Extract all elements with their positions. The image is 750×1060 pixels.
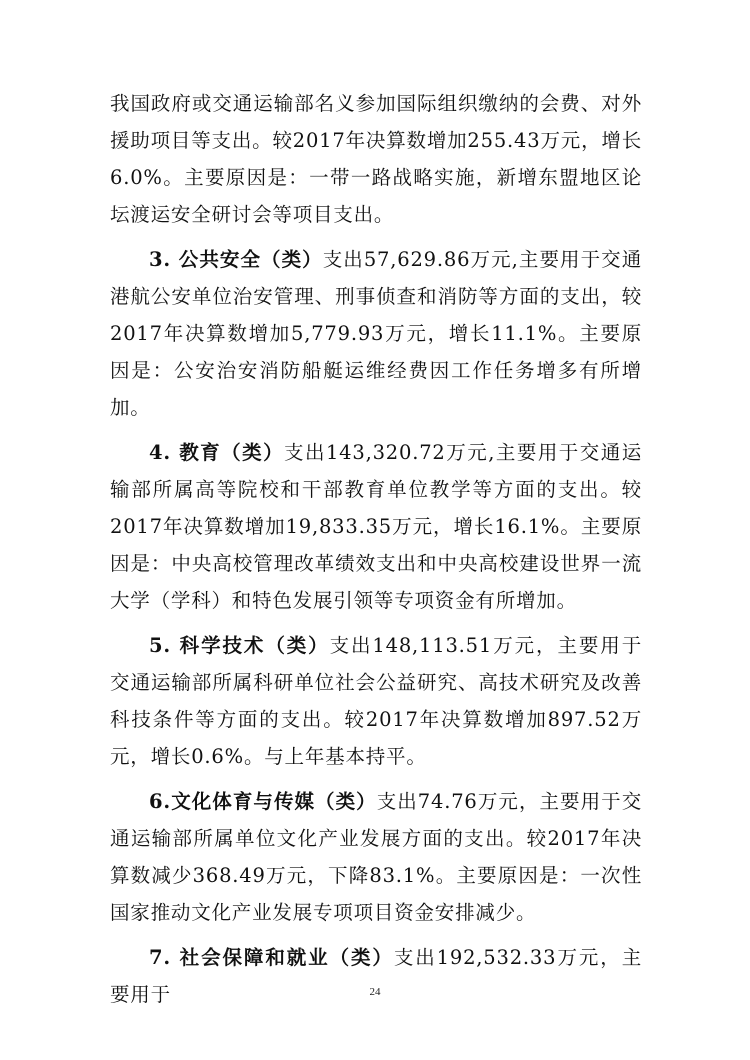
paragraph-public-security <box>110 241 642 426</box>
paragraph-text: 支出74.76万元，主要用于交通运输部所属单位文化产业发展方面的支出。较2017年决算数减少368.49万元，下降83.1%。主要原因是：一次性国家推动文化产业发展专项项目资金安排减少。 <box>110 790 642 924</box>
section-heading: 7. 社会保障和就业（类） <box>149 946 394 969</box>
paragraph-science-technology <box>110 627 642 775</box>
paragraph-culture-media <box>110 783 642 931</box>
paragraph-social-security <box>110 939 642 1013</box>
paragraph-continuation <box>110 85 642 233</box>
document-body <box>110 85 642 1013</box>
section-heading: 5. 科学技术（类） <box>149 634 330 657</box>
paragraph-text: 支出192,532.33万元，主要用于 <box>110 946 642 1006</box>
paragraph-text: 我国政府或交通运输部名义参加国际组织缴纳的会费、对外援助项目等支出。较2017年决算数增加255.43万元，增长6.0%。主要原因是：一带一路战略实施，新增东盟地区论坛渡运安全研讨会等项目支出。 <box>110 92 642 226</box>
section-heading: 3. 公共安全（类） <box>149 248 323 271</box>
paragraph-text: 支出143,320.72万元,主要用于交通运输部所属高等院校和干部教育单位教学等方面的支出。较2017年决算数增加19,833.35万元，增长16.1%。主要原因是：中央高校管理改革绩效支出和中央高校建设世界一流大学（学科）和特色发展引领等专项资金有所增加。 <box>110 441 642 612</box>
paragraph-text: 支出148,113.51万元，主要用于交通运输部所属科研单位社会公益研究、高技术研究及改善科技条件等方面的支出。较2017年决算数增加897.52万元，增长0.6%。与上年基本持平。 <box>110 634 642 768</box>
paragraph-education <box>110 434 642 619</box>
page-number: 24 <box>369 986 381 998</box>
paragraph-text: 支出57,629.86万元,主要用于交通港航公安单位治安管理、刑事侦查和消防等方面的支出，较2017年决算数增加5,779.93万元，增长11.1%。主要原因是：公安治安消防船艇运维经费因工作任务增多有所增加。 <box>110 248 642 419</box>
section-heading: 4. 教育（类） <box>149 441 285 464</box>
section-heading: 6.文化体育与传媒（类） <box>149 790 377 813</box>
